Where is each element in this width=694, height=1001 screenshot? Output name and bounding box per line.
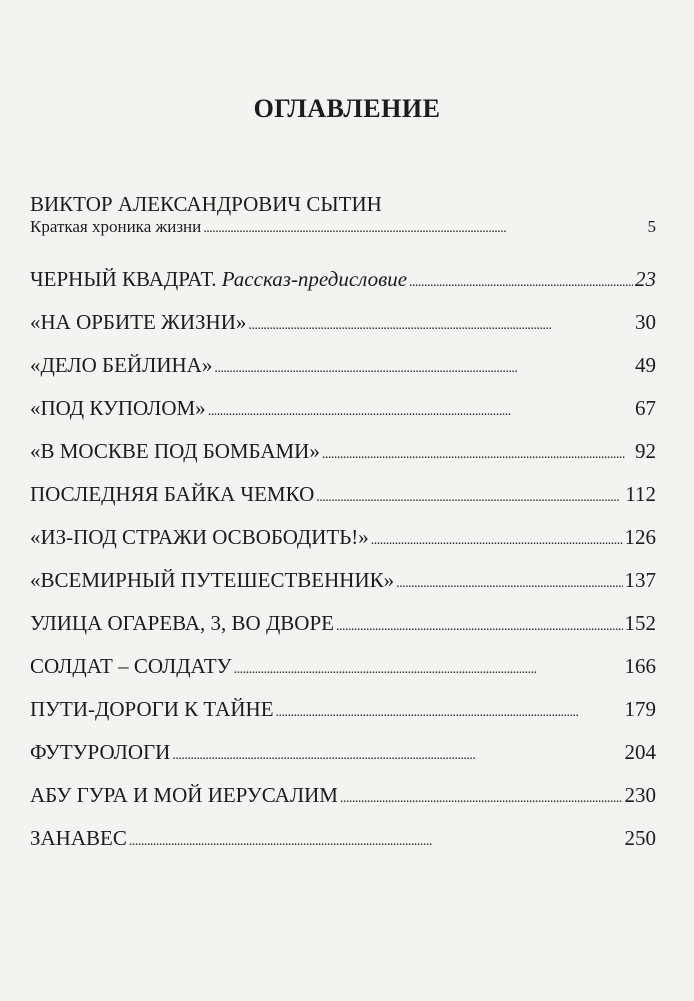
entry-row [30,783,656,808]
entry-title: ЗАНАВЕС [30,826,127,850]
entry-row [30,525,656,550]
entry-page: 137 [624,568,656,592]
toc-entry [30,192,656,267]
entry-page: 126 [624,525,656,549]
entry-title: АБУ ГУРА И МОЙ ИЕРУСАЛИМ [30,783,338,807]
toc-entry [30,568,656,611]
dot-leader [371,525,623,550]
entry-title: «ИЗ-ПОД СТРАЖИ ОСВОБОДИТЬ!» [30,525,369,549]
entry-row [30,568,656,593]
dot-leader [322,439,633,464]
dot-leader [276,697,623,722]
entry-page: 230 [624,783,656,807]
entry-title: УЛИЦА ОГАРЕВА, 3, ВО ДВОРЕ [30,611,334,635]
dot-leader [336,611,623,636]
entry-page: 152 [624,611,656,635]
entry-row [30,611,656,636]
entry-page: 166 [624,654,656,678]
entry-row [30,740,656,765]
toc-entry [30,826,656,869]
entry-page: 30 [635,310,656,334]
entry-page: 92 [635,439,656,463]
toc-entry [30,439,656,482]
toc-entry [30,482,656,525]
entry-title: ВИКТОР АЛЕКСАНДРОВИЧ СЫТИН [30,192,382,216]
entry-page: 204 [624,740,656,764]
dot-leader [234,654,623,679]
entry-title: «ПОД КУПОЛОМ» [30,396,206,420]
entry-page: 23 [635,267,656,291]
entry-subtitle: Рассказ-предисловие [221,267,408,291]
entry-row [30,826,656,851]
entry-row [30,310,656,335]
toc-entry [30,525,656,568]
entry-page: 5 [647,217,656,236]
toc-entry [30,396,656,439]
toc-entry [30,310,656,353]
entry-row [30,396,656,421]
dot-leader [214,353,633,378]
entry-title: ПОСЛЕДНЯЯ БАЙКА ЧЕМКО [30,482,315,506]
dot-leader [129,826,623,851]
toc-entry [30,267,656,310]
entry-row [30,439,656,464]
toc-entry [30,697,656,740]
entry-title: «ВСЕМИРНЫЙ ПУТЕШЕСТВЕННИК» [30,568,395,592]
entry-title: «В МОСКВЕ ПОД БОМБАМИ» [30,439,320,463]
entry-row [30,697,656,722]
table-of-contents [30,192,656,869]
dot-leader [396,568,622,593]
dot-leader [340,783,623,808]
entry-row [30,353,656,378]
entry-row [30,267,656,292]
entry-title: ФУТУРОЛОГИ [30,740,171,764]
entry-title: ЧЕРНЫЙ КВАДРАТ. [30,267,217,291]
entry-title: «НА ОРБИТЕ ЖИЗНИ» [30,310,247,334]
entry-row [30,217,656,237]
entry-row [30,482,656,507]
entry-row [30,654,656,679]
entry-subtitle: Краткая хроника жизни [30,217,202,236]
entry-page: 179 [624,697,656,721]
dot-leader [316,482,623,507]
dot-leader [203,217,645,237]
toc-entry [30,783,656,826]
toc-entry [30,611,656,654]
dot-leader [172,740,622,765]
entry-title: ПУТИ-ДОРОГИ К ТАЙНЕ [30,697,274,721]
page-title: ОГЛАВЛЕНИЕ [253,94,441,123]
entry-page: 67 [635,396,656,420]
dot-leader [409,267,633,292]
entry-page: 112 [625,482,656,506]
dot-leader [248,310,633,335]
toc-entry [30,353,656,396]
entry-page: 49 [635,353,656,377]
entry-title: «ДЕЛО БЕЙЛИНА» [30,353,213,377]
entry-page: 250 [624,826,656,850]
toc-entry [30,740,656,783]
dot-leader [208,396,633,421]
toc-entry [30,654,656,697]
entry-title: СОЛДАТ – СОЛДАТУ [30,654,232,678]
